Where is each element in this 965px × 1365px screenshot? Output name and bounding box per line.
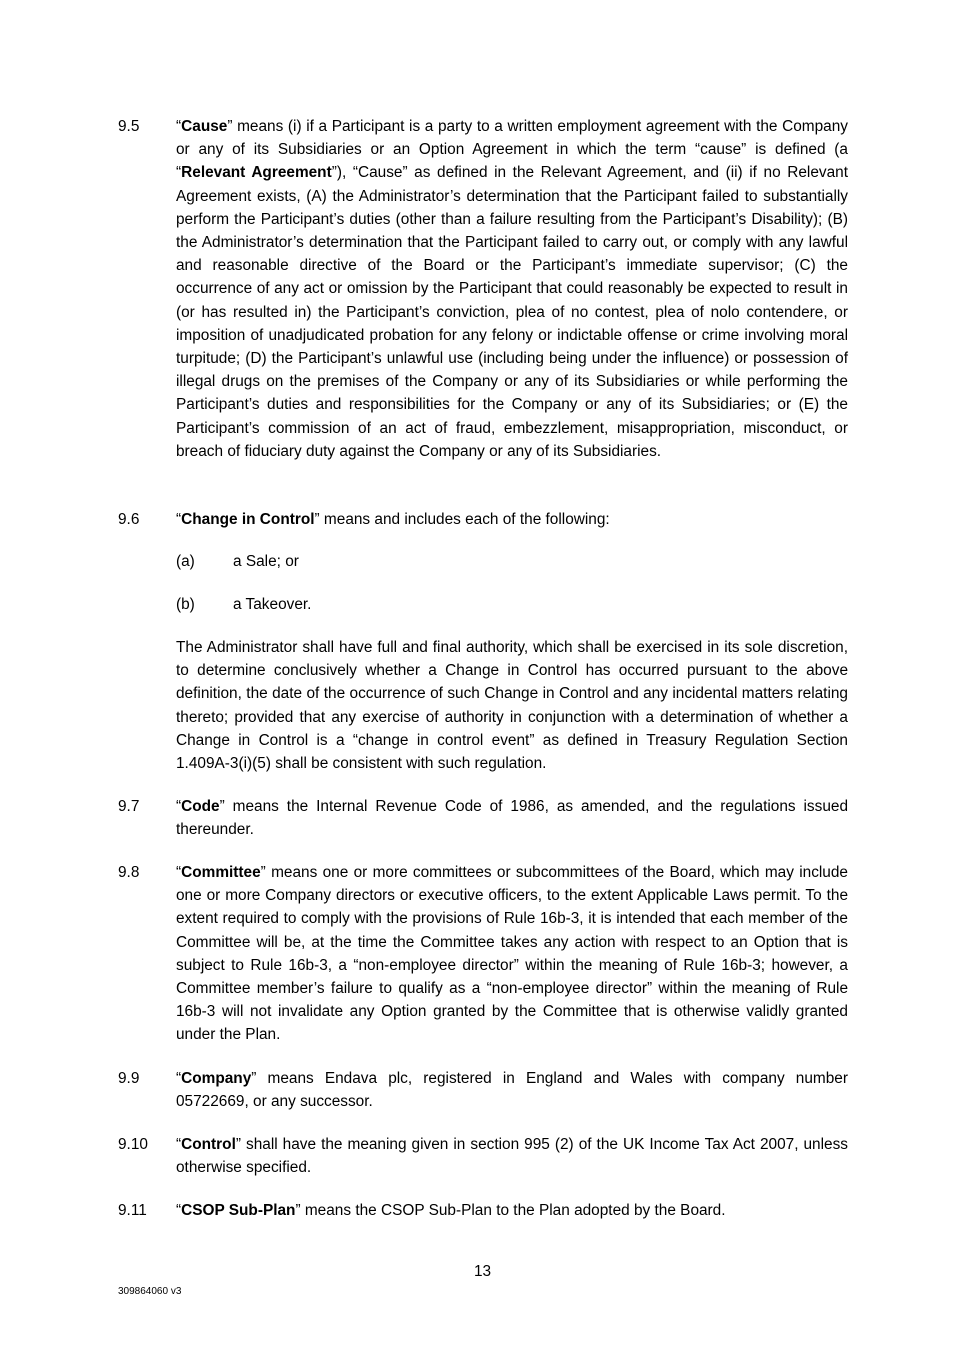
change-in-control-paragraph: The Administrator shall have full and final authority, which shall be exercised in its sole discretion, to determine conclusively whether a Change in Control has occurred pursuant to the above definition, the date of the occurrence of such Change in Control and any incidental matters relating thereto; provided that any exercise of authority in conjunction with a determination of whether a Change in Control is a “change in control event” as defined in Treasury Regulation Section 1.409A-3(i)(5) shall be consistent with such regulation.	[176, 639, 848, 773]
clause-9-9	[118, 1067, 848, 1113]
defined-term: Company	[181, 1070, 252, 1087]
clause-number: 9.8	[118, 864, 140, 881]
open-quote: “	[176, 1136, 182, 1153]
definition-text: ” shall have the meaning given in section 995 (2) of the UK Income Tax Act 2007, unless otherwise specified.	[176, 1136, 848, 1177]
open-quote: “	[176, 864, 182, 881]
clause-9-6	[118, 508, 848, 531]
clause-text	[176, 1199, 848, 1222]
sub-item-label: (a)	[176, 553, 195, 570]
defined-term: Control	[181, 1136, 236, 1153]
open-quote: “	[176, 1070, 182, 1087]
definition-text: ”), “Cause” as defined in the Relevant Agreement, and (ii) if no Relevant Agreement exists, (A) the Administrator’s determination that the Participant failed to substantially perform the Participant’s duties (other than a failure resulting from the Participant’s Disability); (B) the Administrator’s determination that the Participant failed to carry out, or comply with any lawful and reasonable directive of the Board or the Participant’s immediate supervisor; (C) the occurrence of any act or omission by the Participant that could reasonably be expected to result in (or has resulted in) the Participant’s conviction, plea of no contest, plea of nolo contendere, or imposition of unadjudicated probation for any felony or indictable offense or crime involving moral turpitude; (D) the Participant’s unlawful use (including being under the influence) or possession of illegal drugs on the premises of the Company or any of its Subsidiaries or while performing the Participant’s duties and responsibilities for the Company or any of its Subsidiaries; or (E) the Participant’s commission of an act of fraud, embezzlement, misappropriation, misconduct, or breach of fiduciary duty against the Company or any of its Subsidiaries.	[176, 164, 848, 460]
defined-term: Change in Control	[181, 511, 315, 528]
clause-number: 9.9	[118, 1070, 140, 1087]
clause-9-5	[118, 115, 848, 463]
defined-term: Cause	[181, 118, 228, 135]
definition-text: ” means the Internal Revenue Code of 1986, as amended, and the regulations issued thereunder.	[176, 798, 848, 839]
clause-number: 9.11	[118, 1202, 147, 1219]
sub-item-text: a Takeover.	[233, 596, 312, 613]
clause-9-10	[118, 1133, 848, 1179]
clause-text	[176, 115, 848, 463]
clause-text	[176, 861, 848, 1047]
clause-text	[176, 508, 848, 531]
clause-text	[176, 795, 848, 841]
clause-number: 9.7	[118, 798, 140, 815]
clause-9-11	[118, 1199, 848, 1222]
open-quote: “	[176, 798, 182, 815]
defined-term: Relevant Agreement	[181, 164, 332, 182]
clause-9-7	[118, 795, 848, 841]
clause-number: 9.5	[118, 118, 140, 135]
sub-item-text: a Sale; or	[233, 553, 299, 570]
sub-item-label: (b)	[176, 596, 195, 613]
clause-number: 9.6	[118, 511, 140, 528]
definition-text: ” means and includes each of the following:	[314, 511, 610, 528]
page-number: 13	[473, 1263, 492, 1280]
open-quote: “	[176, 118, 182, 135]
open-quote: “	[176, 511, 182, 528]
defined-term: CSOP Sub-Plan	[181, 1202, 296, 1219]
definition-text: ” means Endava plc, registered in England and Wales with company number 05722669, or any successor.	[176, 1070, 848, 1111]
document-reference: 309864060 v3	[118, 1286, 182, 1297]
defined-term: Code	[181, 798, 220, 815]
definition-text: ” means the CSOP Sub-Plan to the Plan adopted by the Board.	[295, 1202, 726, 1219]
definition-text: ” means one or more committees or subcommittees of the Board, which may include one or more Company directors or executive officers, to the extent Applicable Laws permit. To the extent required to comply with the provisions of Rule 16b-3, it is intended that each member of the Committee will be, at the time the Committee takes any action with respect to an Option that is subject to Rule 16b-3, a “non-employee director” within the meaning of Rule 16b-3; however, a Committee member’s failure to qualify as a “non-employee director” within the meaning of Rule 16b-3 will not invalidate any Option granted by the Committee that is otherwise validly granted under the Plan.	[176, 864, 848, 1044]
clause-text	[176, 1133, 848, 1179]
open-quote: “	[176, 1202, 182, 1219]
clause-number: 9.10	[118, 1136, 148, 1153]
definition-text: ” means (i) if a Participant is a party to a written employment agreement with the Company or any of its Subsidiaries or an Option Agreement in which the term “cause” is defined (a “	[176, 118, 848, 182]
clause-9-8	[118, 861, 848, 1047]
clause-text	[176, 1067, 848, 1113]
defined-term: Committee	[181, 864, 261, 881]
